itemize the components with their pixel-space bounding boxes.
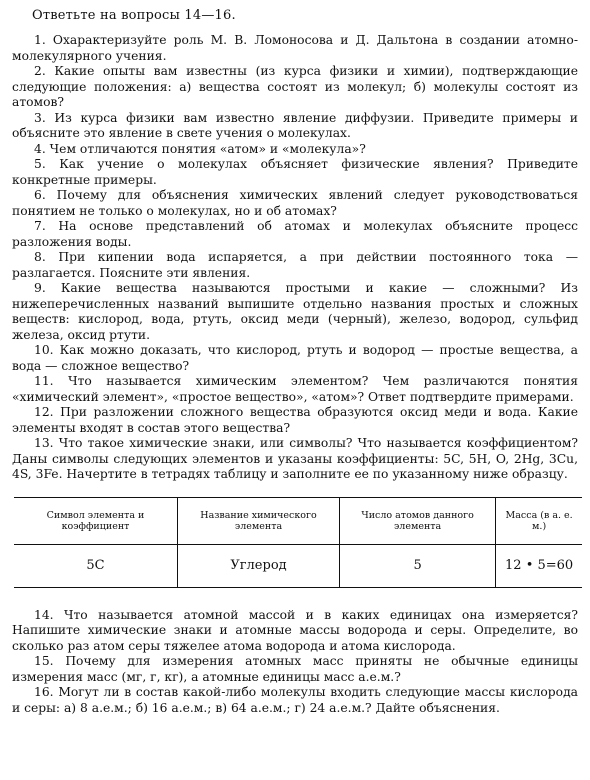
question-text: При разложении сложного вещества образуются оксид меди и вода. Какие элементы входят в состав этого вещества?	[12, 405, 578, 435]
table-header-cell: Название химического элемента	[178, 497, 340, 544]
question-number: 7.	[34, 219, 46, 233]
question-text: На основе представлений об атомах и молекулах объясните процесс разложения воды.	[12, 219, 578, 249]
question-text: Какие опыты вам известны (из курса физики и химии), подтверждающие следующие положения: а) вещества состоят из молекул; б) молекулы состоят из атомов?	[12, 64, 578, 109]
sample-table	[14, 497, 582, 588]
table-header-row	[14, 497, 582, 544]
question-text: Могут ли в состав какой-либо молекулы входить следующие массы кислорода и серы: а) 8 а.е.м.; б) 16 а.е.м.; в) 64 а.е.м.; г) 24 а.е.м.? Дайте объяснения.	[12, 685, 578, 715]
question-8	[12, 250, 578, 281]
question-number: 6.	[34, 188, 46, 202]
question-text: Из курса физики вам известно явление диффузии. Приведите примеры и объясните это явление в свете учения о молекулах.	[12, 110, 578, 140]
question-2	[12, 64, 578, 111]
question-number: 12.	[34, 405, 54, 419]
question-4	[12, 142, 578, 158]
question-number: 16.	[34, 685, 54, 699]
question-1	[12, 33, 578, 64]
question-number: 1.	[34, 33, 46, 47]
table-header-cell: Символ элемента и коэффициент	[14, 497, 178, 544]
question-13	[12, 436, 578, 483]
question-text: Почему для измерения атомных масс приняты не обычные единицы измерения масс (мг, г, кг), а атомные единицы масс а.е.м.?	[12, 654, 578, 684]
question-text: При кипении вода испаряется, а при действии постоянного тока — разлагается. Поясните эти явления.	[12, 250, 578, 280]
question-number: 2.	[34, 64, 46, 78]
table-cell: 5C	[14, 544, 178, 587]
question-text: Как можно доказать, что кислород, ртуть и водород — простые вещества, а вода — сложное вещество?	[12, 343, 578, 373]
question-number: 14.	[34, 607, 54, 622]
table-header-cell: Число атомов данного элемента	[340, 497, 496, 544]
table-row	[14, 544, 582, 587]
table-cell: 12 • 5=60	[496, 544, 582, 587]
question-text: Какие вещества называются простыми и какие — сложными? Из нижеперечисленных названий выпишите отдельно названия простых и сложных веществ: кислород, вода, ртуть, оксид меди (черный), железо, водород, сульфид железа, оксид ртути.	[12, 281, 578, 342]
question-3	[12, 111, 578, 142]
question-number: 9.	[34, 281, 46, 295]
question-11	[12, 374, 578, 405]
question-6	[12, 188, 578, 219]
question-number: 15.	[34, 654, 54, 668]
question-text: Чем отличаются понятия «атом» и «молекула»?	[49, 141, 366, 156]
question-text: Что называется атомной массой и в каких единицах она измеряется? Напишите химические знаки и атомные массы водорода и серы. Определите, во сколько раз атом серы тяжелее атома водорода и атома кислорода.	[12, 607, 578, 653]
questions-list-top	[12, 33, 578, 483]
questions-list-bottom	[12, 608, 578, 717]
question-number: 3.	[34, 110, 46, 125]
question-15	[12, 654, 578, 685]
question-12	[12, 405, 578, 436]
question-5	[12, 157, 578, 188]
question-number: 11.	[34, 374, 54, 388]
table-cell: Углерод	[178, 544, 340, 587]
question-16	[12, 685, 578, 716]
question-number: 5.	[34, 157, 46, 171]
table-cell: 5	[340, 544, 496, 587]
section-heading: Ответьте на вопросы 14—16.	[32, 8, 236, 23]
question-text: Охарактеризуйте роль М. В. Ломоносова и Д. Дальтона в создании атомно-молекулярного учения.	[12, 33, 578, 63]
question-text: Как учение о молекулах объясняет физические явления? Приведите конкретные примеры.	[12, 157, 578, 187]
question-text: Почему для объяснения химических явлений следует руководствоваться понятием не только о молекулах, но и об атомах?	[12, 188, 578, 218]
question-10	[12, 343, 578, 374]
table-header-cell: Масса (в а. е. м.)	[496, 497, 582, 544]
question-text: Что такое химические знаки, или символы? Что называется коэффициентом? Даны символы следующих элементов и указаны коэффициенты: 5C, 5H, O, 2Hg, 3Cu, 4S, 3Fe. Начертите в тетрадях таблицу и заполните ее по указанному ниже образцу.	[12, 436, 578, 481]
question-number: 10.	[34, 343, 54, 357]
question-number: 4.	[34, 141, 46, 156]
question-7	[12, 219, 578, 250]
question-number: 8.	[34, 250, 46, 264]
question-9	[12, 281, 578, 343]
question-14	[12, 608, 578, 655]
question-text: Что называется химическим элементом? Чем различаются понятия «химический элемент», «простое вещество», «атом»? Ответ подтвердите примерами.	[12, 374, 578, 404]
question-number: 13.	[34, 436, 54, 450]
